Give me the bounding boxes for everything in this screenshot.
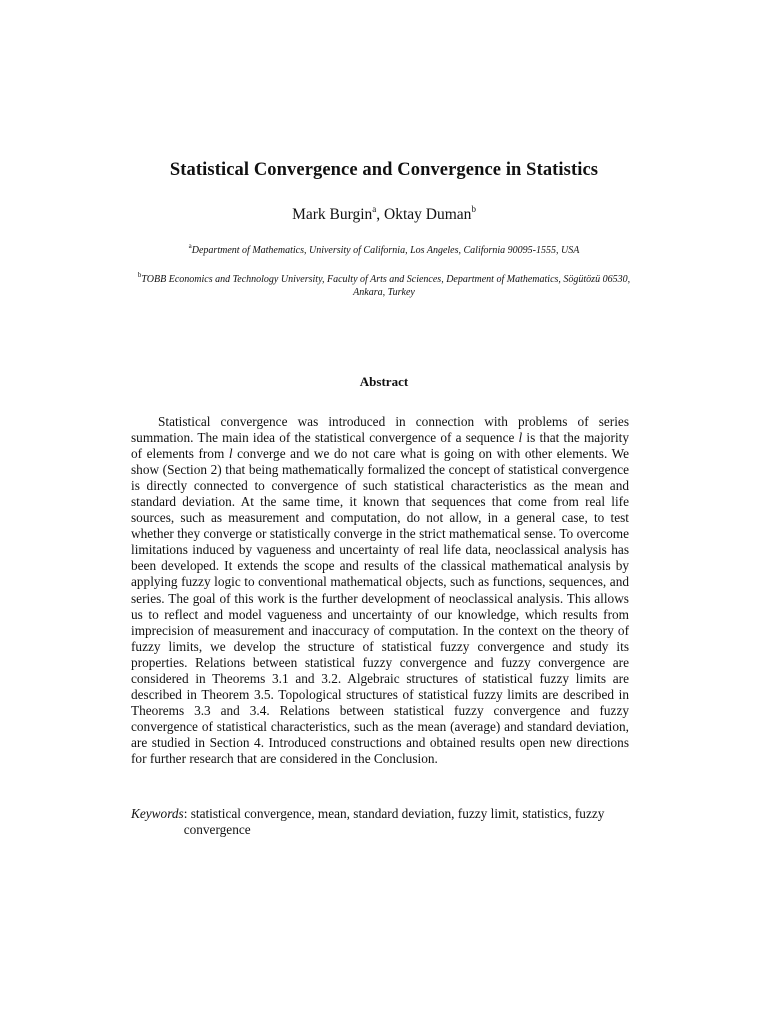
sequence-variable: l	[518, 430, 523, 446]
sequence-variable: l	[228, 446, 233, 462]
abstract-segment: is that the majority of elements from	[131, 430, 629, 462]
author-affiliation-mark: b	[471, 204, 476, 214]
abstract-segment: Statistical convergence was introduced in connection with problems of series summation. The main idea of the statistical convergence of a sequence	[131, 414, 629, 446]
paper-title: Statistical Convergence and Convergence in Statistics	[169, 160, 599, 180]
author-name: Oktay Duman	[384, 206, 472, 223]
abstract-segment: converge and we do not care what is going on with other elements. We show (Section 2) that being mathematically formalized the concept of statistical convergence is directly connected to convergence of such statistical characteristics as the mean and standard deviation. At the same time, it known that sequences that come from real life sources, such as measurement and computation, do not allow, in a general case, to test whether they converge or statistically converge in the strict mathematical sense. To overcome limitations induced by vagueness and uncertainty of real life data, neoclassical analysis has been developed. It extends the scope and results of the classical mathematical analysis by applying fuzzy logic to conventional mathematical objects, such as functions, sequences, and series. The goal of this work is the further development of neoclassical analysis. This allows us to reflect and model vagueness and uncertainty of our knowledge, which results from imprecision of measurement and inaccuracy of computation. In the context on the theory of fuzzy limits, we develop the structure of statistical fuzzy convergence and study its properties. Relations between statistical fuzzy convergence and fuzzy convergence are considered in Theorems 3.1 and 3.2. Algebraic structures of statistical fuzzy limits are described in Theorem 3.5. Topological structures of statistical fuzzy limits are described in Theorems 3.3 and 3.4. Relations between statistical fuzzy convergence and fuzzy convergence of statistical characteristics, such as the mean (average) and standard deviation, are studied in Section 4. Introduced constructions and obtained results open new directions for further research that are considered in the Conclusion.	[131, 446, 629, 766]
abstract-text	[131, 414, 629, 767]
author-line	[0, 206, 768, 224]
keywords-label: Keywords	[131, 806, 184, 821]
author-separator: ,	[376, 206, 385, 223]
keywords-list: : statistical convergence, mean, standard deviation, fuzzy limit, statistics, fuzzy convergence	[183, 806, 605, 838]
affiliation-text: Department of Mathematics, University of California, Los Angeles, California 90095-1555, USA	[191, 245, 580, 256]
affiliation-mark: b	[137, 271, 142, 279]
affiliation-mark: a	[188, 242, 192, 250]
abstract-heading: Abstract	[359, 374, 409, 389]
affiliation-text: TOBB Economics and Technology University, Faculty of Arts and Sciences, Department of Mathematics, Sögütözü 06530, Ankara, Turkey	[141, 274, 631, 298]
author-affiliation-mark: a	[372, 204, 377, 214]
keywords-block	[131, 806, 629, 838]
author-name: Mark Burgin	[292, 206, 373, 223]
affiliation-a	[130, 244, 638, 257]
affiliation-b	[130, 273, 638, 299]
